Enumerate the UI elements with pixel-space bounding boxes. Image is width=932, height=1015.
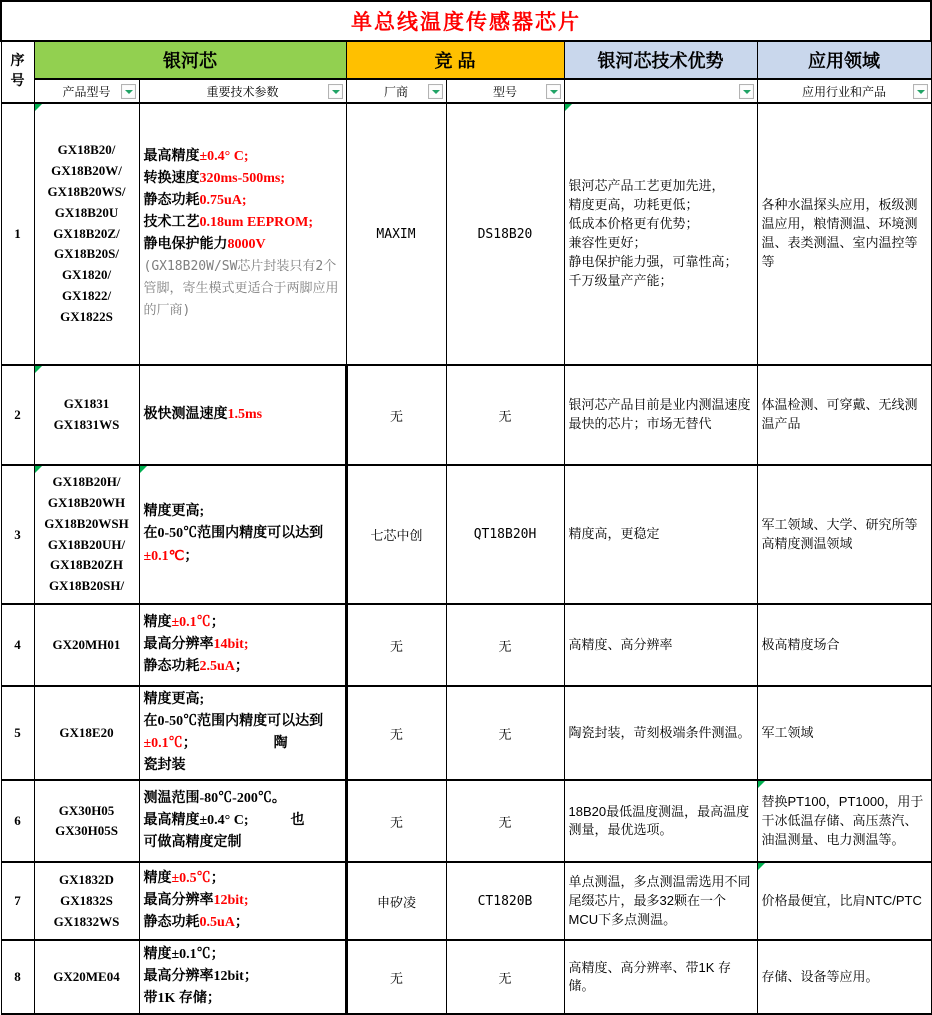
column-header-application: 应用领域	[757, 41, 931, 79]
param-text: 精度更高; 在0-50℃范围内精度可以达到	[143, 692, 324, 730]
chevron-down-icon	[917, 90, 925, 94]
param-text: 极快测温速度	[143, 406, 228, 422]
chevron-down-icon	[743, 90, 751, 94]
competitor-model-cell: 无	[446, 686, 564, 780]
subheader-params	[139, 79, 346, 103]
param-text: 精度	[143, 871, 172, 887]
galaxy-advantage-cell: 银河芯产品目前是业内测温速度最快的芯片；市场无替代	[564, 365, 757, 465]
table-row	[1, 365, 931, 465]
highlighted-value: 0.5uA	[199, 915, 235, 931]
table-row	[1, 780, 931, 862]
subheader-model-label: 产品型号	[62, 84, 111, 99]
competitor-vendor-cell: 无	[346, 940, 446, 1014]
filter-dropdown-icon-comp-model[interactable]	[546, 84, 561, 99]
application-field-cell: 军工领域	[757, 686, 931, 780]
tech-params-cell	[139, 465, 346, 604]
row-index: 8	[1, 940, 34, 1014]
highlighted-value: 2.5uA	[199, 659, 235, 675]
subheader-params-label: 重要技术参数	[206, 84, 279, 99]
filter-dropdown-icon-model[interactable]	[121, 84, 136, 99]
competitor-model-cell: DS18B20	[446, 103, 564, 365]
chevron-down-icon	[432, 90, 440, 94]
competitor-model-cell: 无	[446, 940, 564, 1014]
param-text: ；	[234, 915, 249, 931]
competitor-model-cell: QT18B20H	[446, 465, 564, 604]
param-text: ；	[184, 548, 199, 564]
galaxy-advantage-cell: 精度高，更稳定	[564, 465, 757, 604]
table-row	[1, 604, 931, 686]
param-text: 技术工艺	[143, 214, 200, 230]
competitor-model-cell: 无	[446, 365, 564, 465]
page-title: 单总线温度传感器芯片	[1, 1, 931, 41]
subheader-row	[1, 79, 931, 103]
row-index: 5	[1, 686, 34, 780]
column-header-competitor: 竞 品	[346, 41, 564, 79]
param-text: ；	[234, 659, 249, 675]
galaxy-advantage-cell: 单点测温，多点测温需选用不同尾缀芯片，最多32颗在一个MCU下多点测温。	[564, 862, 757, 940]
tech-params-cell	[139, 686, 346, 780]
application-field-cell: 军工领域、大学、研究所等高精度测温领域	[757, 465, 931, 604]
application-field-cell: 各种水温探头应用，板级测温应用，粮情测温、环境测温、表类测温、室内温控等等	[757, 103, 931, 365]
cell-error-corner-mark	[35, 104, 42, 111]
filter-dropdown-icon-application[interactable]	[913, 84, 928, 99]
tech-params-cell	[139, 940, 346, 1014]
param-text: 静态功耗	[143, 192, 200, 208]
subheader-comp-model-label: 型号	[492, 84, 517, 99]
param-text: 精度±0.1℃； 最高分辨率12bit； 带1K 存储；	[143, 947, 258, 1007]
subheader-advantage	[564, 79, 757, 103]
product-models-cell: GX1831 GX1831WS	[34, 365, 139, 465]
subheader-comp-model	[446, 79, 564, 103]
subheader-vendor	[346, 79, 446, 103]
tech-params-cell	[139, 365, 346, 465]
tech-params-cell	[139, 103, 346, 365]
row-index: 6	[1, 780, 34, 862]
product-models-cell: GX30H05 GX30H05S	[34, 780, 139, 862]
chevron-down-icon	[125, 90, 133, 94]
competitor-vendor-cell: 申矽凌	[346, 862, 446, 940]
product-models-cell: GX20ME04	[34, 940, 139, 1014]
filter-dropdown-icon-vendor[interactable]	[428, 84, 443, 99]
highlighted-value: ±0.1℃	[143, 736, 183, 752]
cell-error-corner-mark	[758, 863, 765, 870]
cell-error-corner-mark	[35, 466, 42, 473]
galaxy-advantage-cell: 银河芯产品工艺更加先进， 精度更高，功耗更低； 低成本价格更有优势； 兼容性更好； 静电保护能力强，可靠性高； 千万级量产产能；	[564, 103, 757, 365]
chevron-down-icon	[550, 90, 558, 94]
application-field-cell: 价格最便宜，比肩NTC/PTC	[757, 862, 931, 940]
chevron-down-icon	[332, 90, 340, 94]
highlighted-value: ±0.4° C;	[199, 148, 249, 164]
product-models-cell: GX18B20/ GX18B20W/ GX18B20WS/ GX18B20U GX18B20Z/ GX18B20S/ GX1820/ GX1822/ GX1822S	[34, 103, 139, 365]
application-field-cell: 替换PT100，PT1000，用于干冰低温存储、高压蒸汽、油温测量、电力测温等。	[757, 780, 931, 862]
highlighted-value: 14bit;	[213, 636, 249, 652]
param-text: ； 陶 瓷封装	[143, 736, 288, 774]
application-field-cell: 极高精度场合	[757, 604, 931, 686]
highlighted-value: ±0.5℃	[171, 871, 211, 887]
product-models-cell: GX18B20H/ GX18B20WH GX18B20WSH GX18B20UH/ GX18B20ZH GX18B20SH/	[34, 465, 139, 604]
galaxy-advantage-cell: 高精度、高分辨率、带1K 存储。	[564, 940, 757, 1014]
application-field-cell: 体温检测、可穿戴、无线测温产品	[757, 365, 931, 465]
param-text: ； 最高分辨率	[143, 871, 225, 909]
column-header-galaxy: 银河芯	[34, 41, 346, 79]
subheader-model	[34, 79, 139, 103]
param-text: 静态功耗	[143, 915, 200, 931]
highlighted-value: 8000V	[227, 237, 266, 252]
filter-dropdown-icon-advantage[interactable]	[739, 84, 754, 99]
product-models-cell: GX18E20	[34, 686, 139, 780]
competitor-vendor-cell: 无	[346, 780, 446, 862]
highlighted-value: ±0.1℃	[171, 614, 211, 630]
product-models-cell: GX1832D GX1832S GX1832WS	[34, 862, 139, 940]
note-text: (GX18B20W/SW芯片封装只有2个管脚，寄生模式更适合于两脚应用的厂商)	[143, 259, 339, 319]
product-models-cell: GX20MH01	[34, 604, 139, 686]
application-field-cell: 存储、设备等应用。	[757, 940, 931, 1014]
highlighted-value: 0.18um EEPROM;	[199, 214, 314, 230]
subheader-application-label: 应用行业和产品	[802, 84, 887, 99]
competitor-model-cell: 无	[446, 604, 564, 686]
cell-error-corner-mark	[35, 366, 42, 373]
highlighted-value: 0.75uA;	[199, 192, 247, 208]
table-row	[1, 103, 931, 365]
galaxy-advantage-cell: 18B20最低温度测温，最高温度测量，最优选项。	[564, 780, 757, 862]
competitor-vendor-cell: 无	[346, 604, 446, 686]
param-text: 转换速度	[143, 170, 200, 186]
competitor-vendor-cell: 七芯中创	[346, 465, 446, 604]
row-index: 4	[1, 604, 34, 686]
row-index: 7	[1, 862, 34, 940]
filter-dropdown-icon-params[interactable]	[328, 84, 343, 99]
cell-error-corner-mark	[565, 104, 572, 111]
title-row	[1, 1, 931, 41]
tech-params-cell	[139, 604, 346, 686]
table-row	[1, 465, 931, 604]
row-index: 2	[1, 365, 34, 465]
subheader-vendor-label: 厂商	[383, 84, 408, 99]
cell-error-corner-mark	[758, 781, 765, 788]
param-text: 精度更高; 在0-50℃范围内精度可以达到	[143, 504, 324, 542]
header-row	[1, 41, 931, 79]
competitor-vendor-cell: 无	[346, 365, 446, 465]
highlighted-value: ±0.1℃	[143, 548, 185, 564]
param-text: 最高精度	[143, 148, 200, 164]
galaxy-advantage-cell: 陶瓷封装，苛刻极端条件测温。	[564, 686, 757, 780]
highlighted-value: 320ms-500ms;	[199, 170, 286, 186]
highlighted-value: 1.5ms	[227, 406, 263, 422]
param-text: 精度	[143, 614, 172, 630]
competitor-vendor-cell: MAXIM	[346, 103, 446, 365]
competitor-model-cell: CT1820B	[446, 862, 564, 940]
galaxy-advantage-cell: 高精度、高分辨率	[564, 604, 757, 686]
row-index: 3	[1, 465, 34, 604]
param-text: ； 最高分辨率	[143, 614, 225, 652]
tech-params-cell	[139, 862, 346, 940]
table-row	[1, 686, 931, 780]
param-text: 测温范围-80℃-200℃。 最高精度±0.4° C; 也 可做高精度定制	[143, 791, 305, 851]
subheader-application	[757, 79, 931, 103]
highlighted-value: 12bit;	[213, 893, 249, 909]
table-row	[1, 940, 931, 1014]
competitor-vendor-cell: 无	[346, 686, 446, 780]
cell-error-corner-mark	[140, 466, 147, 473]
column-header-advantage: 银河芯技术优势	[564, 41, 757, 79]
row-index: 1	[1, 103, 34, 365]
column-header-index: 序 号	[1, 41, 34, 103]
param-text: 静电保护能力	[143, 237, 228, 252]
tech-params-cell	[139, 780, 346, 862]
param-text: 静态功耗	[143, 659, 200, 675]
table-row	[1, 862, 931, 940]
competitor-model-cell: 无	[446, 780, 564, 862]
